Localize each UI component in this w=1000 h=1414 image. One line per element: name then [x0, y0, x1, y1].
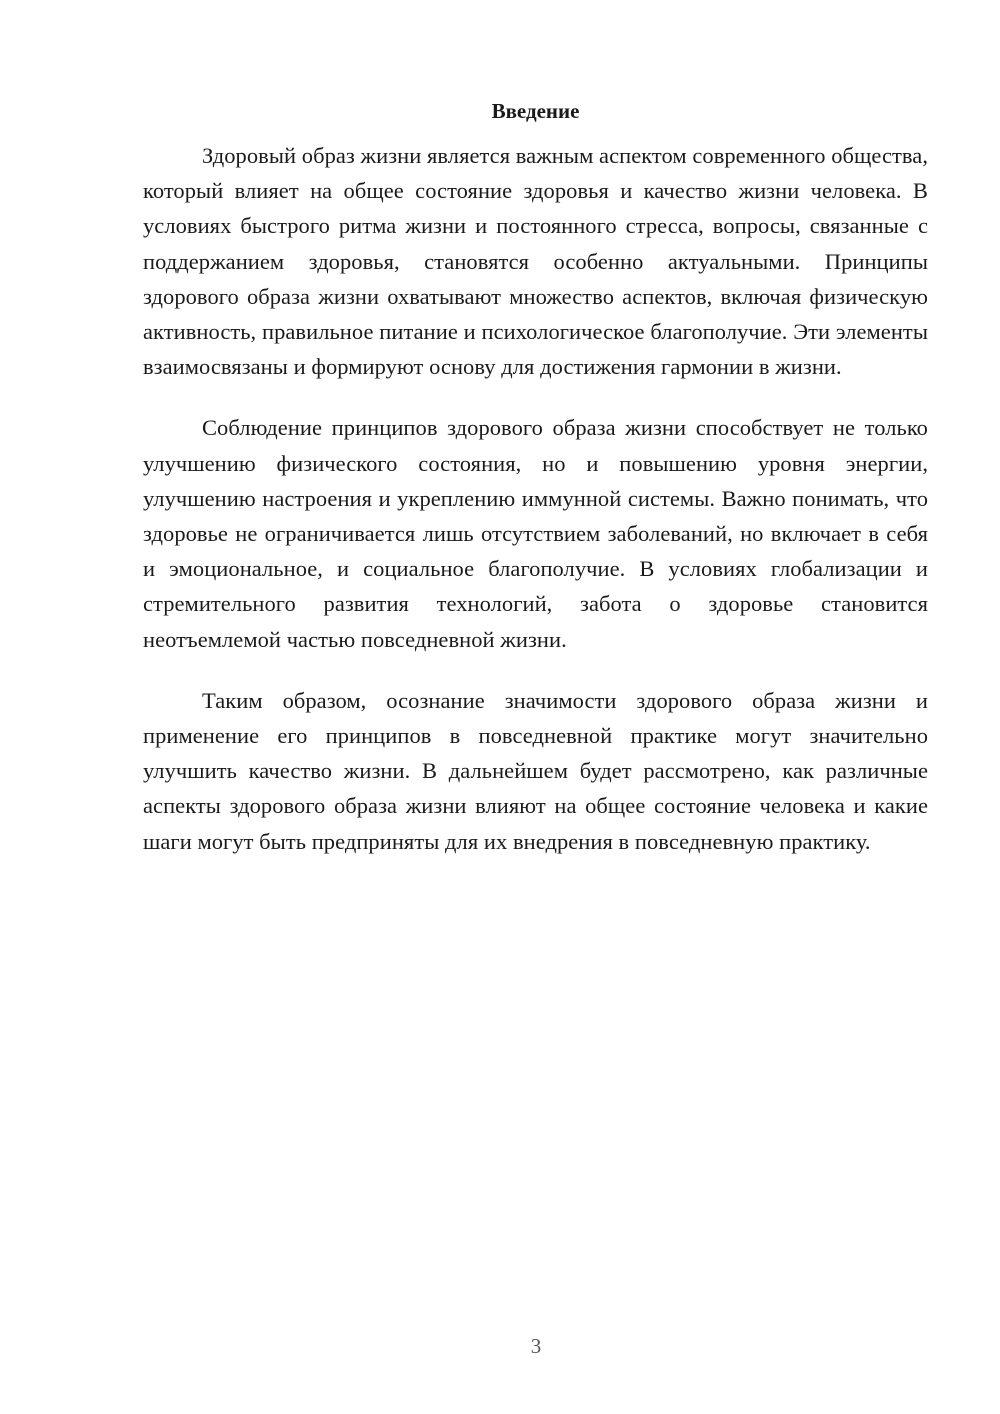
- page-content: [143, 96, 928, 885]
- paragraph-3: Таким образом, осознание значимости здорового образа жизни и применение его принципов в повседневной практике могут значительно улучшить качество жизни. В дальнейшем будет рассмотрено, как различные аспекты здорового образа жизни влияют на общее состояние человека и какие шаги могут быть предприняты для их внедрения в повседневную практику.: [143, 687, 928, 854]
- paragraph-1: Здоровый образ жизни является важным аспектом современного общества, который влияет на общее состояние здоровья и качество жизни человека. В условиях быстрого ритма жизни и постоянного стресса, вопросы, связанные с поддержанием здоровья, становятся особенно актуальными. Принципы здорового образа жизни охватывают множество аспектов, включая физическую активность, правильное питание и психологическое благополучие. Эти элементы взаимосвязаны и формируют основу для достижения гармонии в жизни.: [143, 143, 928, 380]
- page-number: 3: [530, 1334, 542, 1358]
- paragraph-2: Соблюдение принципов здорового образа жизни способствует не только улучшению физического состояния, но и повышению уровня энергии, улучшению настроения и укреплению иммунной системы. Важно понимать, что здоровье не ограничивается лишь отсутствием заболеваний, но включает в себя и эмоциональное, и социальное благополучие. В условиях глобализации и стремительного развития технологий, забота о здоровье становится неотъемлемой частью повседневной жизни.: [143, 415, 928, 652]
- page-title: Введение: [491, 99, 580, 123]
